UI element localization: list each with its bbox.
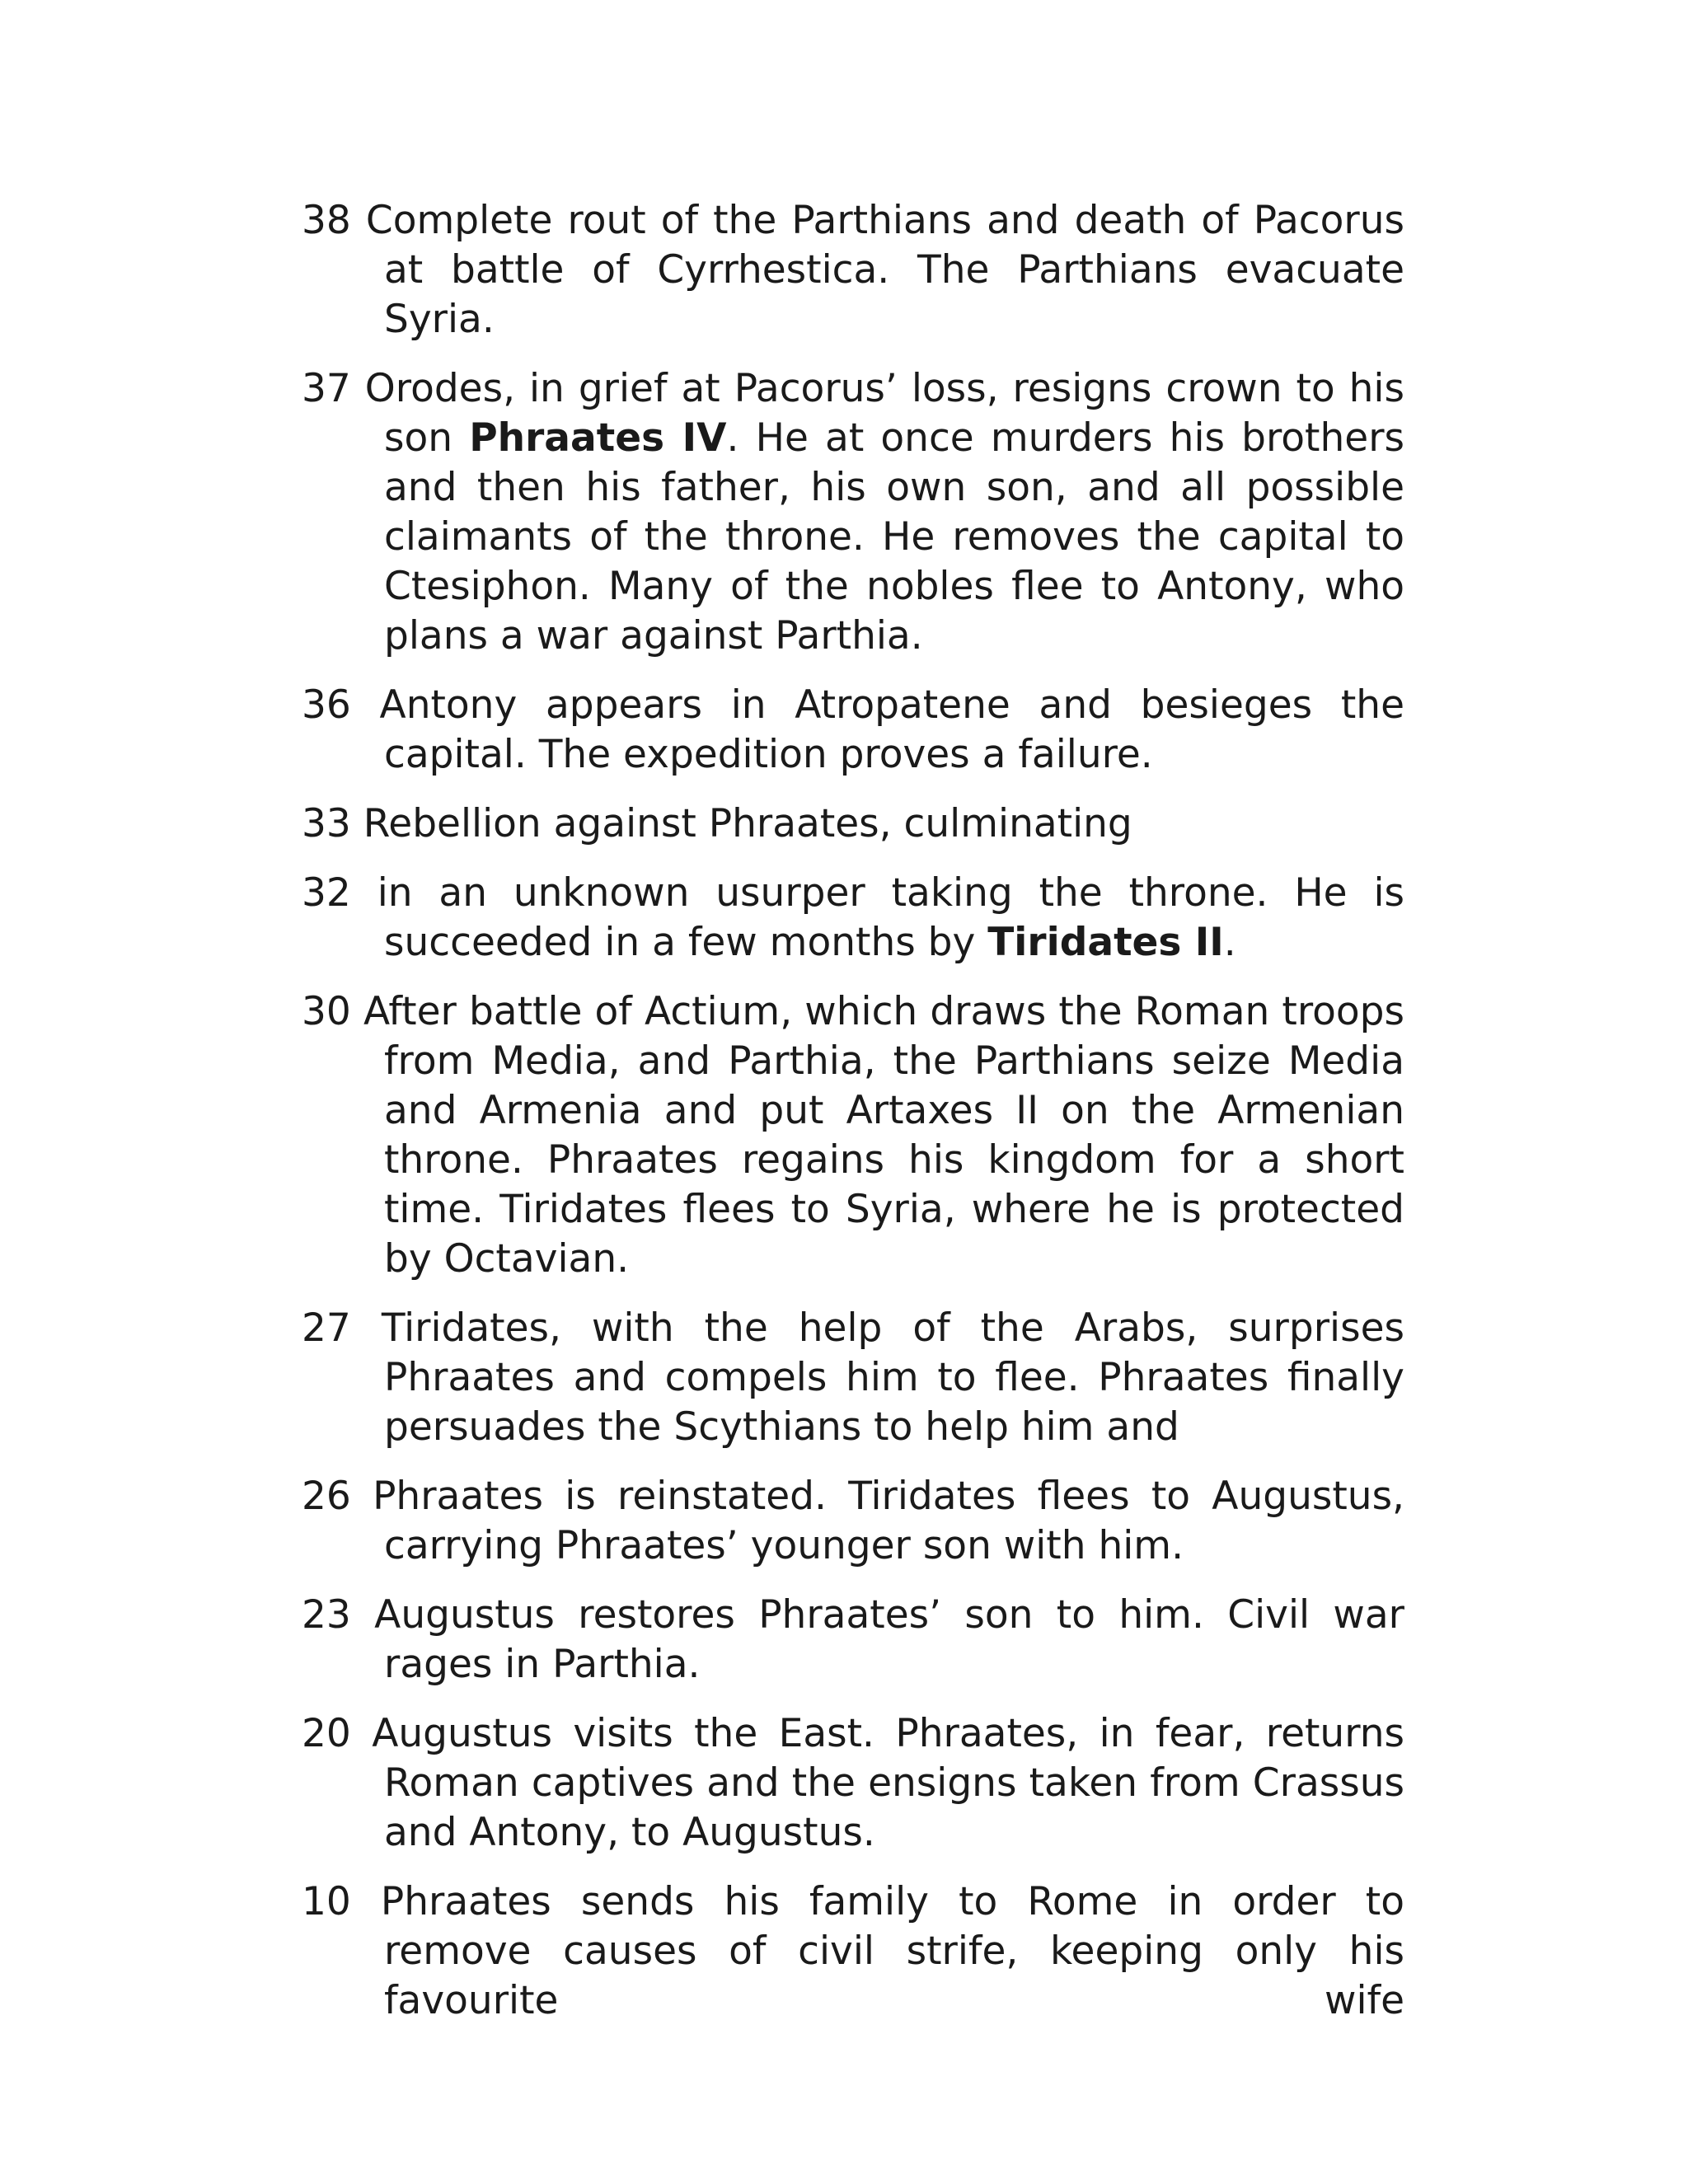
ruler-name-tiridates-ii: Tiridates II [987,920,1224,965]
entry-text: . [1223,920,1236,965]
entry-38 [302,196,1404,344]
entry-text: Phraates sends his family to Rome in order to remove causes of civil strife, keeping only his favourite wife [380,1879,1404,2023]
entry-text: in an unknown usurper taking the throne. He is succeeded in a few months by [377,870,1404,965]
ruler-name-phraates-iv: Phraates IV [469,415,727,461]
entry-year: 23 [302,1592,351,1638]
entry-text: After battle of Actium, which draws the Roman troops from Media, and Parthia, the Parthians seize Media and Armenia and put Artaxes II on the Armenian throne. Phraates regains his kingdom for a short time. Tiridates flees to Syria, where he is protected by Octavian. [363,989,1404,1282]
entry-year: 20 [302,1711,351,1756]
entry-32 [302,869,1404,968]
entry-text: Orodes, in grief at Pacorus’ loss, resigns crown to his son [364,366,1404,461]
entry-text: Antony appears in Atropatene and besieges the capital. The expedition proves a failure. [379,682,1404,777]
chronology-text [302,196,1404,2026]
entry-30 [302,987,1404,1284]
entry-20 [302,1709,1404,1858]
entry-text: . He at once murders his brothers and then his father, his own son, and all possible claimants of the throne. He removes the capital to Ctesiphon. Many of the nobles flee to Antony, who plans a war against Parthia. [384,415,1404,658]
entry-year: 27 [302,1305,351,1351]
entry-year: 36 [302,682,351,728]
entry-36 [302,681,1404,780]
entry-year: 38 [302,198,351,243]
entry-23 [302,1591,1404,1690]
entry-26 [302,1472,1404,1571]
entry-10 [302,1877,1404,2026]
entry-text: Augustus restores Phraates’ son to him. Civil war rages in Parthia. [374,1592,1404,1687]
entry-year: 26 [302,1474,351,1519]
entry-text: Tiridates, with the help of the Arabs, surprises Phraates and compels him to flee. Phraates finally persuades the Scythians to help him and [381,1305,1404,1450]
entry-27 [302,1304,1404,1452]
entry-year: 33 [302,801,351,846]
entry-year: 30 [302,989,351,1034]
entry-37 [302,364,1404,661]
entry-text: Augustus visits the East. Phraates, in fear, returns Roman captives and the ensigns taken from Crassus and Antony, to Augustus. [372,1711,1404,1855]
entry-text: Rebellion against Phraates, culminating [363,801,1132,846]
entry-text: Complete rout of the Parthians and death of Pacorus at battle of Cyrrhestica. The Parthians evacuate Syria. [365,198,1404,342]
entry-year: 10 [302,1879,351,1924]
entry-year: 32 [302,870,351,916]
entry-33 [302,799,1404,849]
entry-text: Phraates is reinstated. Tiridates flees to Augustus, carrying Phraates’ younger son with him. [373,1474,1404,1568]
entry-year: 37 [302,366,351,411]
